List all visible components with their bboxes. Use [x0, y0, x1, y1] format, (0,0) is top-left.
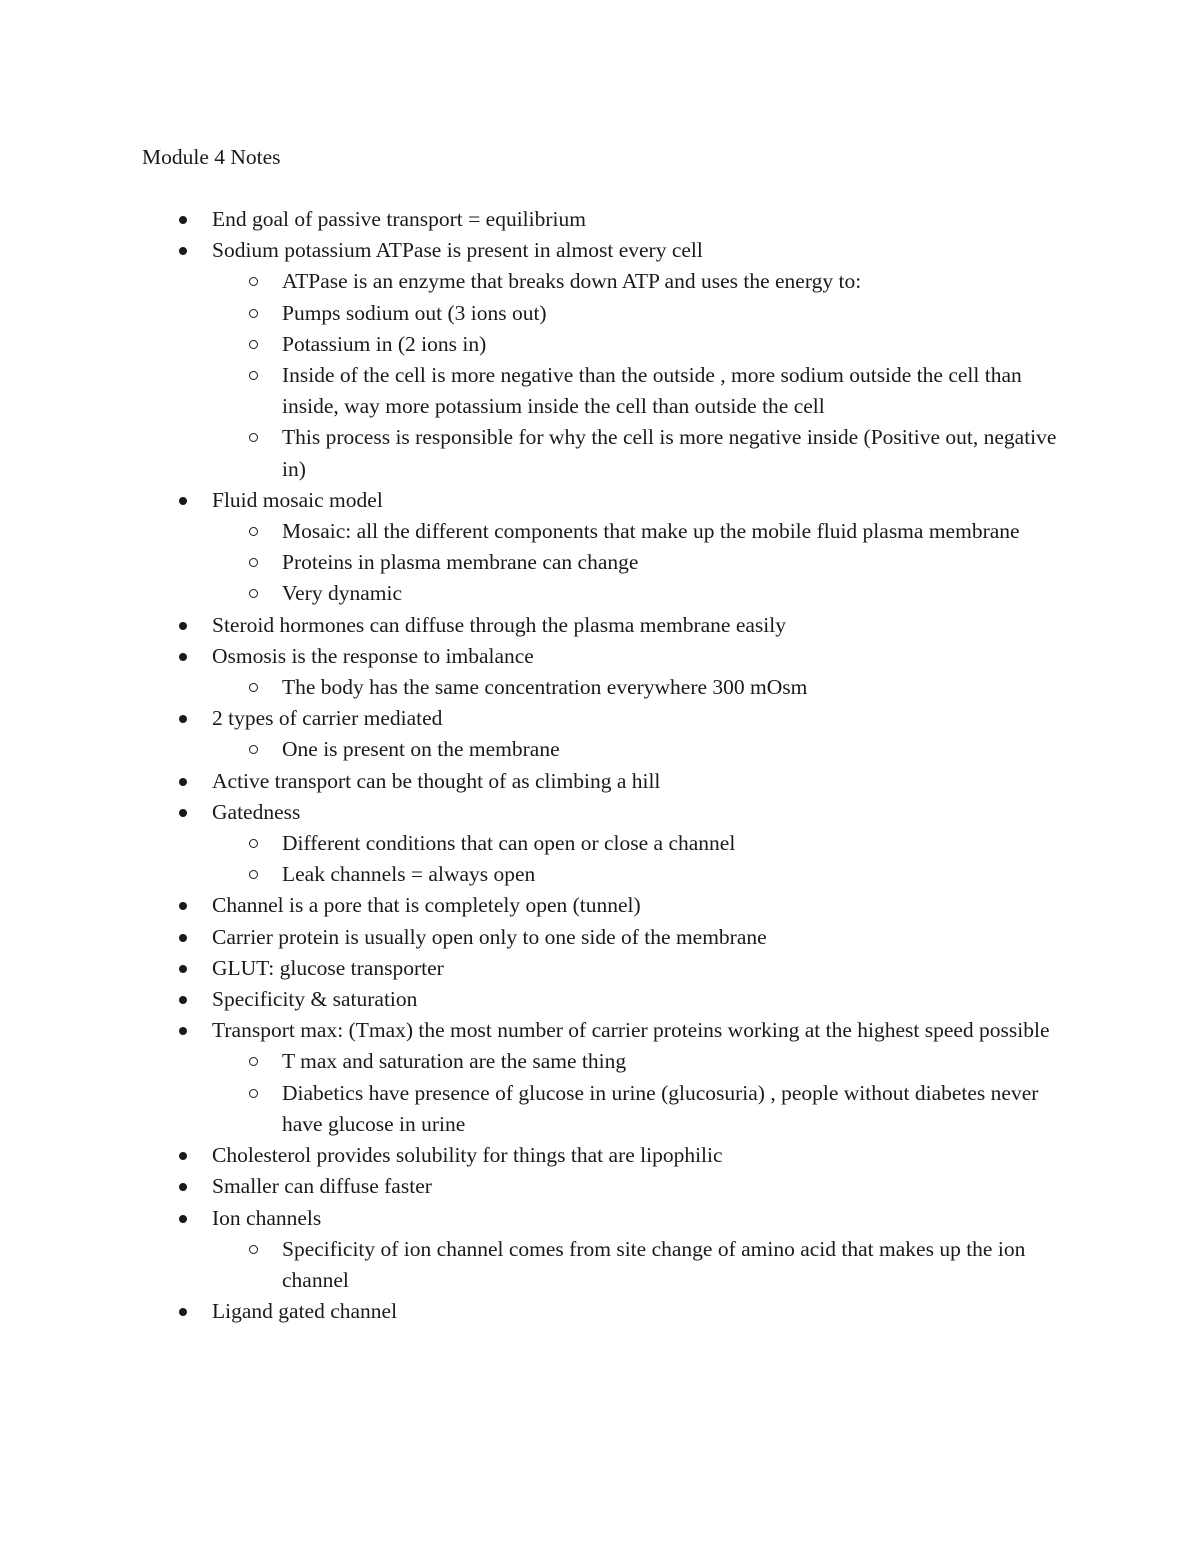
sub-list-item-text: Leak channels = always open: [282, 862, 536, 887]
bullet-icon: [179, 965, 187, 973]
sub-list-item: [212, 422, 1062, 484]
list-item-text: 2 types of carrier mediated: [212, 706, 443, 731]
list-item: [142, 641, 1062, 703]
sub-list-item: [212, 298, 1062, 329]
sub-list-item: [212, 1234, 1062, 1296]
hollow-bullet-icon: [249, 683, 258, 692]
list-item-text: End goal of passive transport = equilibrium: [212, 207, 586, 231]
list-item-text: Fluid mosaic model: [212, 487, 383, 512]
list-item-text: Transport max: (Tmax) the most number of carrier proteins working at the highest speed possible: [212, 1018, 1050, 1043]
hollow-bullet-icon: [249, 589, 258, 598]
sub-list-item-text: Mosaic: all the different components that make up the mobile fluid plasma membrane: [282, 519, 1020, 544]
bullet-icon: [179, 653, 187, 661]
list-item-text: Ion channels: [212, 1205, 322, 1230]
list-item: [142, 1140, 1062, 1171]
hollow-bullet-icon: [249, 340, 258, 349]
sub-list: [142, 266, 1062, 484]
sub-list-item: [212, 672, 1062, 703]
bullet-icon: [179, 1308, 187, 1316]
list-item: [142, 485, 1062, 610]
list-item: [142, 703, 1062, 765]
sub-list-item-text: Pumps sodium out (3 ions out): [282, 300, 547, 325]
sub-list-item-text: Diabetics have presence of glucose in urine (glucosuria) , people without diabetes never have glucose in urine: [282, 1080, 1039, 1136]
sub-list-item-text: Specificity of ion channel comes from site change of amino acid that makes up the ion channel: [282, 1236, 1026, 1292]
sub-list: [142, 734, 1062, 765]
hollow-bullet-icon: [249, 309, 258, 318]
list-item: [142, 204, 1062, 235]
sub-list: [142, 672, 1062, 703]
list-item-text: Specificity & saturation: [212, 987, 418, 1012]
hollow-bullet-icon: [249, 371, 258, 380]
bullet-icon: [179, 1183, 187, 1191]
hollow-bullet-icon: [249, 558, 258, 567]
sub-list: [142, 828, 1062, 890]
sub-list: [142, 1046, 1062, 1140]
sub-list-item-text: ATPase is an enzyme that breaks down ATP and uses the energy to:: [282, 269, 862, 294]
list-item: [142, 890, 1062, 921]
list-item-text: Cholesterol provides solubility for things that are lipophilic: [212, 1143, 723, 1168]
sub-list-item-text: T max and saturation are the same thing: [282, 1049, 627, 1074]
sub-list-item: [212, 859, 1062, 890]
hollow-bullet-icon: [249, 745, 258, 754]
sub-list-item-text: Different conditions that can open or close a channel: [282, 831, 736, 856]
list-item: [142, 766, 1062, 797]
list-item-text: GLUT: glucose transporter: [212, 955, 444, 980]
sub-list: [142, 516, 1062, 610]
list-item-text: Channel is a pore that is completely open (tunnel): [212, 893, 641, 918]
sub-list-item-text: This process is responsible for why the cell is more negative inside (Positive out, negative in): [282, 425, 1057, 481]
bullet-icon: [179, 622, 187, 630]
list-item: [142, 1015, 1062, 1140]
sub-list-item: [212, 734, 1062, 765]
list-item-text: Osmosis is the response to imbalance: [212, 643, 534, 668]
sub-list-item-text: Inside of the cell is more negative than the outside , more sodium outside the cell than inside, way more potassium inside the cell than outside the cell: [282, 363, 1022, 419]
notes-list: [142, 204, 1062, 1327]
list-item: [142, 797, 1062, 891]
sub-list: [142, 1234, 1062, 1296]
sub-list-item: [212, 266, 1062, 297]
bullet-icon: [179, 497, 187, 505]
sub-list-item-text: One is present on the membrane: [282, 737, 560, 762]
list-item: [142, 953, 1062, 984]
sub-list-item: [212, 1078, 1062, 1140]
list-item-text: Steroid hormones can diffuse through the plasma membrane easily: [212, 612, 786, 637]
bullet-icon: [179, 778, 187, 786]
sub-list-item: [212, 516, 1062, 547]
list-item-text: Active transport can be thought of as climbing a hill: [212, 768, 661, 793]
bullet-icon: [179, 247, 187, 255]
sub-list-item-text: Potassium in (2 ions in): [282, 331, 487, 356]
list-item-text: Ligand gated channel: [212, 1299, 398, 1324]
hollow-bullet-icon: [249, 1245, 258, 1254]
sub-list-item: [212, 547, 1062, 578]
bullet-icon: [179, 216, 187, 224]
list-item-text: Carrier protein is usually open only to one side of the membrane: [212, 924, 767, 949]
bullet-icon: [179, 1215, 187, 1223]
sub-list-item-text: Very dynamic: [282, 581, 403, 606]
bullet-icon: [179, 902, 187, 910]
list-item: [142, 1296, 1062, 1327]
sub-list-item: [212, 329, 1062, 360]
bullet-icon: [179, 934, 187, 942]
sub-list-item: [212, 360, 1062, 422]
hollow-bullet-icon: [249, 1057, 258, 1066]
hollow-bullet-icon: [249, 1089, 258, 1098]
list-item-text: Gatedness: [212, 799, 301, 824]
list-item: [142, 1171, 1062, 1202]
bullet-icon: [179, 809, 187, 817]
list-item: [142, 1203, 1062, 1297]
sub-list-item: [212, 1046, 1062, 1077]
bullet-icon: [179, 715, 187, 723]
list-item-text: Sodium potassium ATPase is present in almost every cell: [212, 238, 703, 263]
hollow-bullet-icon: [249, 433, 258, 442]
sub-list-item: [212, 828, 1062, 859]
list-item-text: Smaller can diffuse faster: [212, 1174, 432, 1199]
list-item: [142, 922, 1062, 953]
page-title: Module 4 Notes: [142, 145, 281, 169]
bullet-icon: [179, 1027, 187, 1035]
sub-list-item: [212, 578, 1062, 609]
hollow-bullet-icon: [249, 527, 258, 536]
list-item: [142, 984, 1062, 1015]
hollow-bullet-icon: [249, 839, 258, 848]
bullet-icon: [179, 1152, 187, 1160]
sub-list-item-text: The body has the same concentration everywhere 300 mOsm: [282, 675, 808, 700]
list-item: [142, 235, 1062, 485]
list-item: [142, 610, 1062, 641]
hollow-bullet-icon: [249, 277, 258, 286]
sub-list-item-text: Proteins in plasma membrane can change: [282, 550, 639, 575]
hollow-bullet-icon: [249, 870, 258, 879]
bullet-icon: [179, 996, 187, 1004]
